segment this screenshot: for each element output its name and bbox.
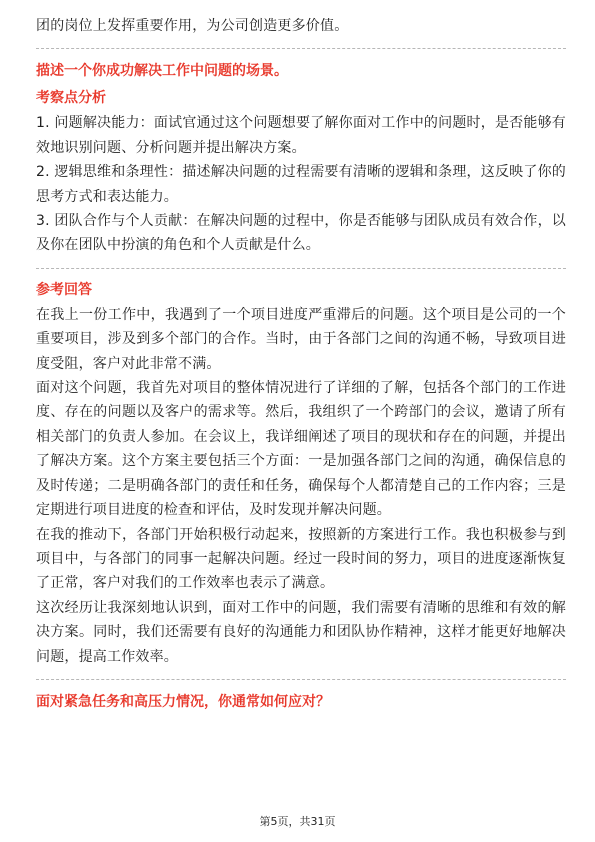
analysis-section xyxy=(36,87,566,257)
answer-heading: 参考回答 xyxy=(36,281,92,298)
section-divider xyxy=(36,268,566,269)
answer-paragraph: 在我上一份工作中，我遇到了一个项目进度严重滞后的问题。这个项目是公司的一个重要项目，涉及到多个部门的合作。当时，由于各部门之间的沟通不畅，导致项目进度受阻，客户对此非常不满。 xyxy=(36,306,566,372)
answer-paragraph: 面对这个问题，我首先对项目的整体情况进行了详细的了解，包括各个部门的工作进度、存在的问题以及客户的需求等。然后，我组织了一个跨部门的会议，邀请了所有相关部门的负责人参加。在会议上，我详细阐述了项目的现状和存在的问题，并提出了解决方案。这个方案主要包括三个方面：一是加强各部门之间的沟通，确保信息的及时传递；二是明确各部门的责任和任务，确保每个人都清楚自己的工作内容；三是定期进行项目进度的检查和评估，及时发现并解决问题。 xyxy=(36,380,566,519)
question-title: 描述一个你成功解决工作中问题的场景。 xyxy=(36,63,288,80)
analysis-heading: 考察点分析 xyxy=(36,90,106,107)
answer-paragraph: 在我的推动下，各部门开始积极行动起来，按照新的方案进行工作。我也积极参与到项目中，与各部门的同事一起解决问题。经过一段时间的努力，项目的进度逐渐恢复了正常，客户对我们的工作效率也表示了满意。 xyxy=(36,526,566,592)
next-question-title: 面对紧急任务和高压力情况，你通常如何应对？ xyxy=(36,693,330,710)
page-number: 第5页，共31页 xyxy=(259,815,336,828)
section-divider xyxy=(36,679,566,680)
analysis-item: 1. 问题解决能力：面试官通过这个问题想要了解你面对工作中的问题时，是否能够有效地识别问题、分析问题并提出解决方案。 xyxy=(36,115,566,156)
section-divider xyxy=(36,48,566,49)
answer-section xyxy=(36,279,566,669)
analysis-item: 2. 逻辑思维和条理性：描述解决问题的过程需要有清晰的逻辑和条理，这反映了你的思考方式和表达能力。 xyxy=(36,164,566,205)
intro-tail-text: 团的岗位上发挥重要作用，为公司创造更多价值。 xyxy=(36,18,349,34)
answer-paragraph: 这次经历让我深刻地认识到，面对工作中的问题，我们需要有清晰的思维和有效的解决方案。同时，我们还需要有良好的沟通能力和团队协作精神，这样才能更好地解决问题，提高工作效率。 xyxy=(36,599,566,665)
document-page xyxy=(36,14,566,718)
analysis-item: 3. 团队合作与个人贡献：在解决问题的过程中，你是否能够与团队成员有效合作，以及你在团队中扮演的角色和个人贡献是什么。 xyxy=(36,213,566,254)
